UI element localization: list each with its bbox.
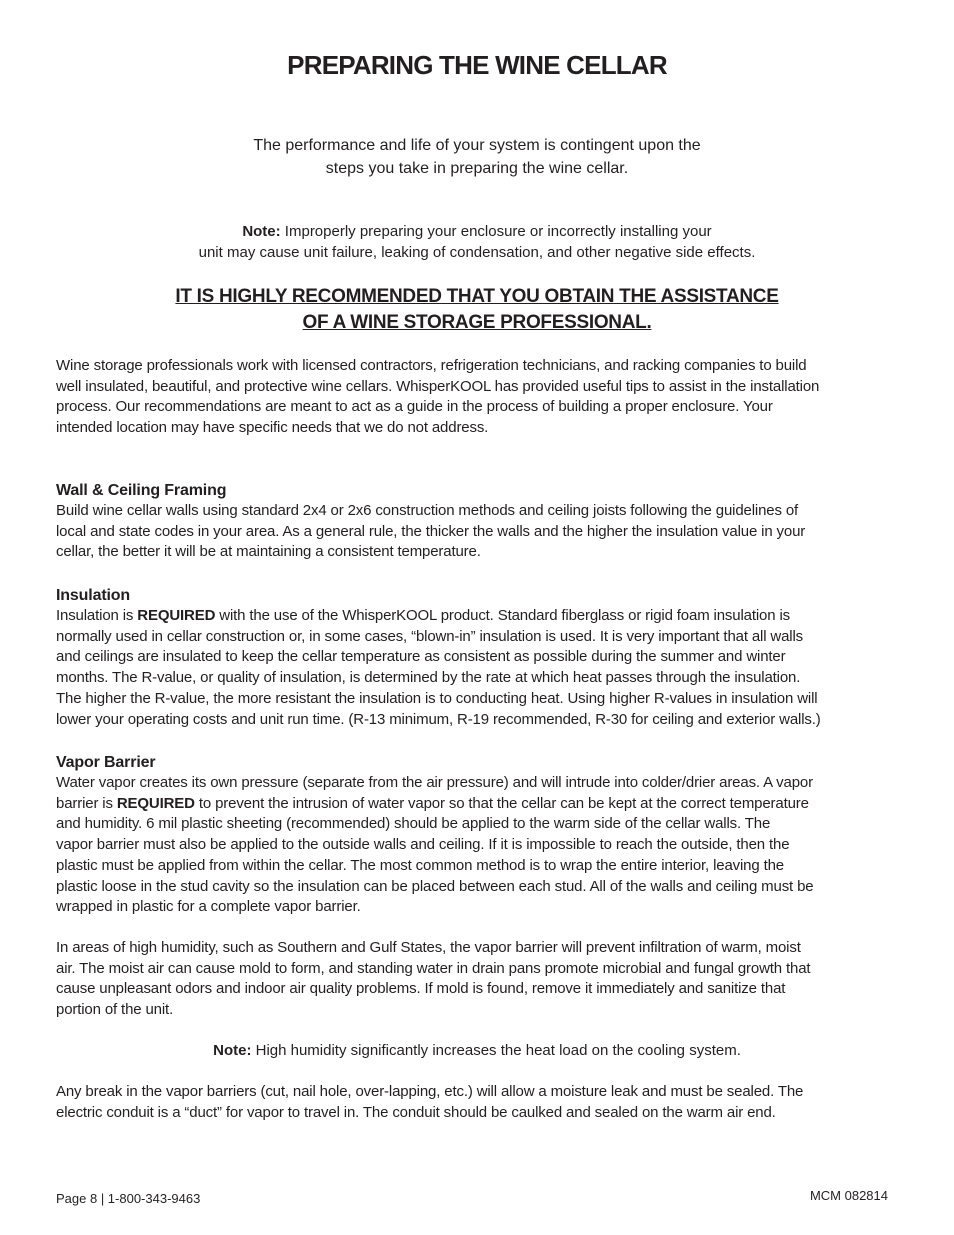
insulation-section: [56, 585, 902, 730]
section-heading: Vapor Barrier: [56, 754, 156, 771]
note-line: [0, 221, 954, 242]
paragraph-line: electric conduit is a “duct” for vapor to travel in. The conduit should be caulked and sealed on the warm air end.: [56, 1103, 776, 1121]
framing-section: [56, 480, 902, 563]
note-label: Note:: [242, 223, 281, 240]
intro-line: The performance and life of your system is contingent upon the: [253, 137, 701, 154]
paragraph-line: Water vapor creates its own pressure (separate from the air pressure) and will intrude into colder/drier areas. A vapor: [56, 774, 813, 791]
note-line: unit may cause unit failure, leaking of condensation, and other negative side effects.: [198, 244, 756, 261]
paragraph-line: cause unpleasant odors and indoor air quality problems. If mold is found, remove it immediately and sanitize that: [56, 980, 786, 998]
intro-paragraph: [0, 134, 954, 180]
required-emphasis: REQUIRED: [116, 794, 195, 812]
professional-recommendation: [0, 284, 954, 336]
page-title: PREPARING THE WINE CELLAR: [287, 50, 667, 80]
required-emphasis: REQUIRED: [137, 607, 216, 624]
paragraph-line: vapor barrier must also be applied to the outside walls and ceiling. If it is impossible to reach the outside, then the: [56, 836, 790, 854]
paragraph-line: well insulated, beautiful, and protective wine cellars. WhisperKOOL has provided useful tips to assist in the installation: [56, 377, 820, 395]
text-run: to prevent the intrusion of water vapor so that the cellar can be kept at the correct temperature: [194, 794, 809, 812]
text-run: with the use of the WhisperKOOL product. Standard fiberglass or rigid foam insulation is: [215, 607, 790, 624]
humidity-paragraph: [56, 938, 902, 1021]
overview-paragraph: [56, 356, 902, 439]
paragraph-line: [56, 606, 902, 627]
document-code: MCM 082814: [809, 1188, 888, 1203]
paragraph-line: The higher the R-value, the more resistant the insulation is to conducting heat. Using higher R-values in insulation will: [56, 689, 818, 707]
section-heading: Wall & Ceiling Framing: [56, 482, 227, 499]
note-label: Note:: [213, 1042, 252, 1059]
note-text: Improperly preparing your enclosure or incorrectly installing your: [280, 223, 712, 240]
paragraph-line: Any break in the vapor barriers (cut, nail hole, over-lapping, etc.) will allow a moisture leak and must be sealed. The: [56, 1083, 804, 1100]
paragraph-line: and ceilings are insulated to keep the cellar temperature as consistent as possible during the summer and winter: [56, 648, 786, 666]
vapor-barrier-section: [56, 752, 902, 918]
paragraph-line: [56, 794, 902, 815]
paragraph-line: air. The moist air can cause mold to form, and standing water in drain pans promote microbial and fungal growth that: [56, 959, 811, 977]
note-text: High humidity significantly increases the heat load on the cooling system.: [251, 1042, 741, 1059]
recommendation-line: OF A WINE STORAGE PROFESSIONAL.: [302, 312, 652, 333]
paragraph-line: In areas of high humidity, such as Southern and Gulf States, the vapor barrier will prevent infiltration of warm, moist: [56, 939, 801, 956]
paragraph-line: lower your operating costs and unit run time. (R-13 minimum, R-19 recommended, R-30 for ceiling and exterior walls.): [56, 710, 821, 728]
text-run: Insulation is: [56, 607, 138, 624]
page-number-phone: Page 8 | 1-800-343-9463: [56, 1191, 201, 1206]
paragraph-line: plastic loose in the stud cavity so the insulation can be placed between each stud. All of the walls and ceiling must be: [56, 877, 814, 895]
vapor-breaks-paragraph: [56, 1082, 902, 1123]
paragraph-line: intended location may have specific needs that we do not address.: [56, 419, 489, 437]
paragraph-line: months. The R-value, or quality of insulation, is determined by the rate at which heat passes through the insulation.: [56, 669, 801, 687]
recommendation-line: IT IS HIGHLY RECOMMENDED THAT YOU OBTAIN THE ASSISTANCE: [175, 286, 779, 307]
intro-line: steps you take in preparing the wine cellar.: [325, 160, 629, 177]
paragraph-line: Wine storage professionals work with licensed contractors, refrigeration technicians, and racking companies to build: [56, 357, 807, 374]
paragraph-line: local and state codes in your area. As a general rule, the thicker the walls and the higher the insulation value in your: [56, 522, 806, 540]
paragraph-line: plastic must be applied from within the cellar. The most common method is to wrap the entire interior, leaving the: [56, 856, 784, 874]
paragraph-line: Build wine cellar walls using standard 2x4 or 2x6 construction methods and ceiling joists following the guidelines of: [56, 502, 799, 519]
paragraph-line: cellar, the better it will be at maintaining a consistent temperature.: [56, 543, 481, 561]
section-heading: Insulation: [56, 587, 131, 604]
paragraph-line: normally used in cellar construction or, in some cases, “blown-in” insulation is used. It is very important that all walls: [56, 627, 804, 645]
paragraph-line: and humidity. 6 mil plastic sheeting (recommended) should be applied to the warm side of the cellar walls. The: [56, 815, 771, 833]
paragraph-line: portion of the unit.: [56, 1001, 174, 1019]
paragraph-line: process. Our recommendations are meant to act as a guide in the process of building a proper enclosure. Your: [56, 398, 773, 416]
text-run: barrier is: [56, 794, 117, 812]
humidity-note: [0, 1041, 954, 1061]
paragraph-line: wrapped in plastic for a complete vapor barrier.: [56, 898, 361, 916]
enclosure-note: [0, 221, 954, 263]
